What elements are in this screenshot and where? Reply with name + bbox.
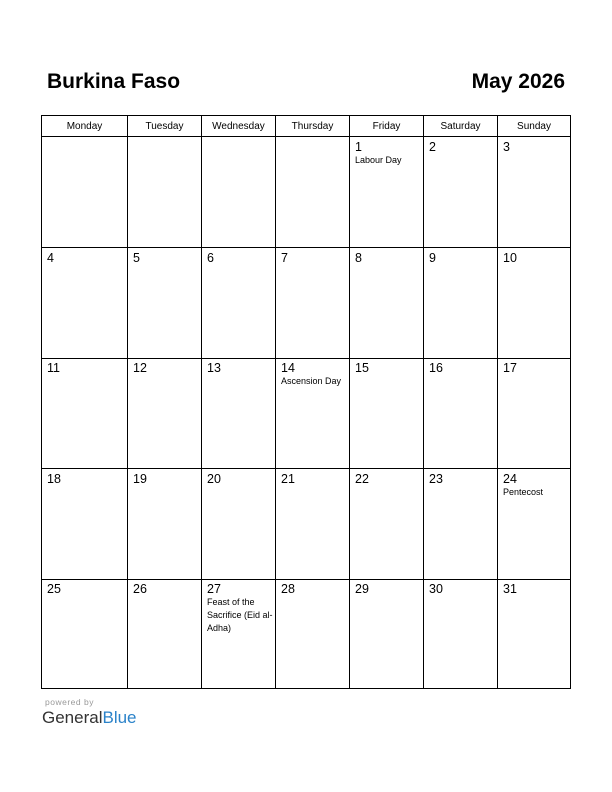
weekday-header-tuesday: Tuesday	[127, 116, 201, 136]
day-number: 9	[429, 251, 436, 265]
day-number: 25	[47, 582, 61, 596]
day-cell	[497, 248, 570, 358]
day-number: 27	[207, 582, 221, 596]
day-cell	[127, 137, 201, 247]
day-cell	[423, 579, 497, 689]
day-number: 18	[47, 472, 61, 486]
day-cell	[497, 358, 570, 468]
day-number: 30	[429, 582, 443, 596]
weekday-header-wednesday: Wednesday	[201, 116, 275, 136]
day-number: 22	[355, 472, 369, 486]
day-number: 21	[281, 472, 295, 486]
day-cell	[42, 137, 127, 247]
day-cell	[349, 248, 423, 358]
day-number: 7	[281, 251, 288, 265]
week-row	[42, 137, 570, 248]
day-number: 23	[429, 472, 443, 486]
calendar-grid	[41, 115, 571, 689]
powered-by-label: powered by	[45, 697, 94, 707]
day-number: 5	[133, 251, 140, 265]
day-number: 15	[355, 361, 369, 375]
day-number: 12	[133, 361, 147, 375]
day-cell	[201, 248, 275, 358]
month-year-title: May 2026	[471, 70, 565, 93]
day-cell	[275, 137, 349, 247]
day-cell	[423, 358, 497, 468]
day-number: 26	[133, 582, 147, 596]
day-number: 11	[47, 361, 60, 375]
day-cell	[275, 358, 349, 468]
day-cell	[497, 579, 570, 689]
day-cell	[349, 137, 423, 247]
day-cell	[42, 469, 127, 579]
weekday-header-friday: Friday	[349, 116, 423, 136]
day-cell	[127, 248, 201, 358]
day-number: 17	[503, 361, 517, 375]
day-number: 24	[503, 472, 517, 486]
day-cell	[201, 579, 275, 689]
day-cell	[275, 579, 349, 689]
day-cell	[423, 469, 497, 579]
country-title: Burkina Faso	[47, 70, 181, 93]
day-cell	[423, 137, 497, 247]
day-cell	[201, 358, 275, 468]
day-number: 2	[429, 140, 436, 154]
day-cell	[275, 248, 349, 358]
holiday-label: Feast of the Sacrifice (Eid al-Adha)	[207, 597, 273, 633]
day-cell	[42, 248, 127, 358]
holiday-label: Ascension Day	[281, 376, 342, 386]
day-number: 8	[355, 251, 362, 265]
day-number: 6	[207, 251, 214, 265]
day-number: 19	[133, 472, 147, 486]
day-cell	[127, 358, 201, 468]
week-row	[42, 579, 570, 690]
day-number: 20	[207, 472, 221, 486]
holiday-label: Pentecost	[503, 487, 544, 497]
day-number: 29	[355, 582, 369, 596]
day-cell	[497, 469, 570, 579]
day-number: 16	[429, 361, 443, 375]
day-cell	[42, 579, 127, 689]
weekday-header-row	[42, 116, 570, 137]
day-cell	[349, 469, 423, 579]
day-number: 4	[47, 251, 54, 265]
day-number: 14	[281, 361, 295, 375]
day-number: 10	[503, 251, 517, 265]
day-number: 3	[503, 140, 510, 154]
weekday-header-monday: Monday	[66, 121, 103, 132]
week-row	[42, 469, 570, 580]
week-row	[42, 358, 570, 469]
day-cell	[42, 358, 127, 468]
day-cell	[275, 469, 349, 579]
day-cell	[349, 358, 423, 468]
day-number: 28	[281, 582, 295, 596]
day-number: 31	[503, 582, 517, 596]
day-cell	[423, 248, 497, 358]
holiday-label: Labour Day	[355, 155, 402, 165]
logo-blue-text: Blue	[102, 708, 137, 727]
day-number: 13	[207, 361, 221, 375]
day-number: 1	[355, 140, 362, 154]
day-cell	[201, 469, 275, 579]
day-cell	[127, 579, 201, 689]
weekday-header-saturday: Saturday	[423, 116, 497, 136]
week-row	[42, 248, 570, 359]
weekday-header-thursday: Thursday	[275, 116, 349, 136]
day-cell	[201, 137, 275, 247]
day-cell	[497, 137, 570, 247]
day-cell	[349, 579, 423, 689]
logo-general-text: General	[42, 708, 103, 727]
day-cell	[127, 469, 201, 579]
generalblue-logo[interactable]	[42, 708, 137, 728]
weekday-header-sunday: Sunday	[497, 116, 570, 136]
